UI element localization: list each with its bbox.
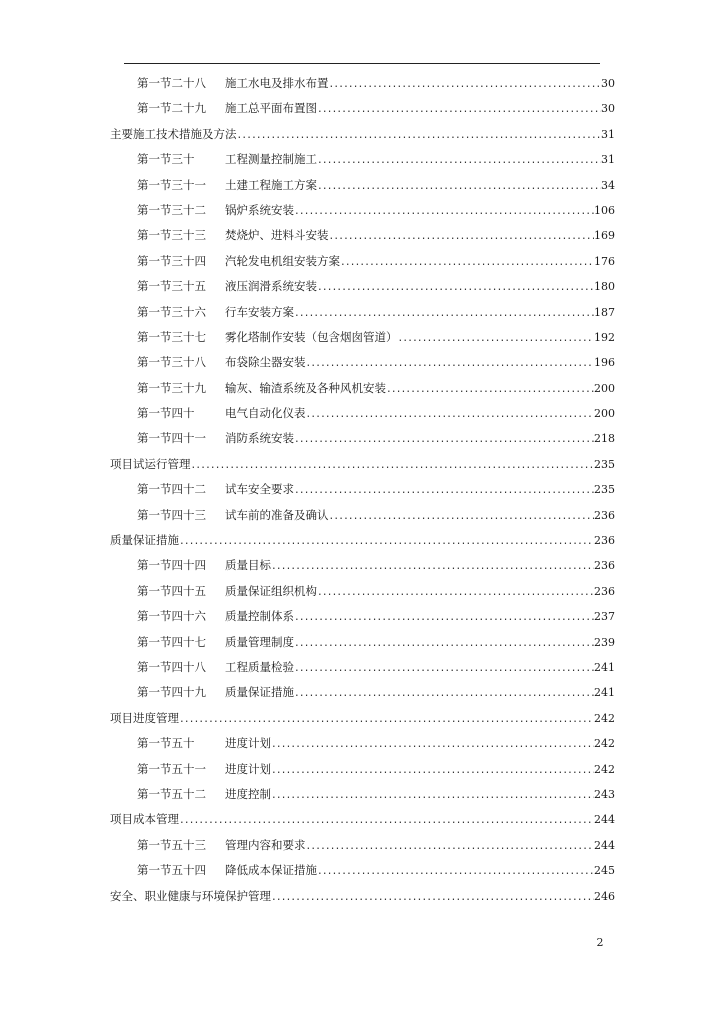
dot-leader [271, 553, 594, 578]
toc-section-entry[interactable] [110, 426, 615, 451]
toc-section-entry[interactable] [110, 96, 615, 121]
toc-section-number: 第一节二十九 [137, 101, 206, 116]
dot-leader [294, 630, 594, 655]
toc-entry-title: 项目进度管理 [110, 710, 179, 725]
toc-chapter-entry[interactable] [110, 706, 615, 731]
toc-page-number: 242 [594, 711, 615, 725]
toc-entry-title: 液压润滑系统安装 [225, 279, 317, 294]
toc-page-number: 30 [601, 77, 615, 90]
toc-page-number: 180 [594, 280, 615, 294]
toc-entry-title: 质量保证组织机构 [225, 583, 317, 598]
dot-leader [294, 426, 594, 451]
toc-entry-title: 施工水电及排水布置 [225, 76, 329, 90]
toc-entry-title: 质量目标 [225, 558, 271, 573]
toc-entry-title: 电气自动化仪表 [225, 406, 306, 421]
toc-page-number: 200 [594, 381, 615, 395]
toc-section-number: 第一节五十二 [137, 786, 206, 801]
dot-leader [294, 198, 594, 223]
toc-page-number: 169 [594, 229, 615, 243]
toc-section-number: 第一节四十二 [137, 482, 206, 497]
toc-section-number: 第一节五十一 [137, 761, 206, 776]
dot-leader [306, 833, 595, 858]
toc-section-entry[interactable] [110, 477, 615, 502]
dot-leader [179, 706, 594, 731]
toc-entry-title: 土建工程施工方案 [225, 177, 317, 192]
toc-page-number: 241 [594, 686, 615, 700]
toc-entry-title: 行车安装方案 [225, 304, 294, 319]
page-number: 2 [596, 936, 604, 949]
toc-entry-title: 试车前的准备及确认 [225, 507, 329, 522]
dot-leader [317, 858, 594, 883]
dot-leader [294, 477, 594, 502]
toc-entry-title: 消防系统安装 [225, 431, 294, 446]
dot-leader [271, 757, 594, 782]
toc-chapter-entry[interactable] [110, 122, 615, 147]
toc-section-number: 第一节五十 [137, 736, 195, 751]
toc-section-entry[interactable] [110, 350, 615, 375]
toc-section-entry[interactable] [110, 173, 615, 198]
toc-page-number: 196 [594, 356, 615, 370]
table-of-contents [110, 71, 615, 909]
toc-page-number: 246 [594, 889, 615, 903]
toc-page-number: 200 [594, 407, 615, 421]
toc-section-number: 第一节四十三 [137, 507, 206, 522]
dot-leader [179, 807, 594, 832]
dot-leader [329, 71, 602, 96]
toc-section-entry[interactable] [110, 604, 615, 629]
toc-entry-title: 布袋除尘器安装 [225, 355, 306, 370]
toc-page-number: 218 [594, 432, 615, 446]
dot-leader [294, 300, 594, 325]
toc-page-number: 31 [601, 127, 615, 141]
toc-section-entry[interactable] [110, 249, 615, 274]
toc-entry-title: 工程测量控制施工 [225, 152, 317, 167]
dot-leader [179, 528, 594, 553]
toc-chapter-entry[interactable] [110, 807, 615, 832]
toc-section-number: 第一节三十四 [137, 253, 206, 268]
toc-page-number: 241 [594, 660, 615, 674]
toc-page-number: 34 [601, 178, 615, 192]
toc-section-entry[interactable] [110, 757, 615, 782]
toc-entry-title: 项目成本管理 [110, 812, 179, 827]
toc-entry-title: 输灰、输渣系统及各种风机安装 [225, 380, 386, 395]
dot-leader [398, 325, 595, 350]
header-rule [124, 63, 600, 64]
toc-section-number: 第一节四十六 [137, 609, 206, 624]
toc-entry-title: 管理内容和要求 [225, 837, 306, 852]
toc-section-number: 第一节三十八 [137, 355, 206, 370]
toc-section-number: 第一节二十八 [137, 76, 206, 90]
dot-leader [317, 173, 601, 198]
toc-section-number: 第一节三十九 [137, 380, 206, 395]
toc-section-entry[interactable] [110, 858, 615, 883]
toc-page-number: 187 [594, 305, 615, 319]
dot-leader [340, 249, 594, 274]
toc-entry-title: 质量保证措施 [110, 533, 179, 548]
toc-section-entry[interactable] [110, 731, 615, 756]
toc-section-entry[interactable] [110, 71, 615, 96]
toc-section-entry[interactable] [110, 579, 615, 604]
toc-section-number: 第一节四十四 [137, 558, 206, 573]
toc-section-number: 第一节五十三 [137, 837, 206, 852]
toc-page-number: 239 [594, 635, 615, 649]
toc-section-entry[interactable] [110, 223, 615, 248]
toc-entry-title: 安全、职业健康与环境保护管理 [110, 888, 271, 903]
dot-leader [317, 274, 594, 299]
toc-entry-title: 质量保证措施 [225, 685, 294, 700]
toc-section-entry[interactable] [110, 553, 615, 578]
dot-leader [306, 401, 595, 426]
toc-section-number: 第一节四十七 [137, 634, 206, 649]
toc-page-number: 245 [594, 864, 615, 878]
toc-entry-title: 项目试运行管理 [110, 456, 191, 471]
toc-entry-title: 进度计划 [225, 761, 271, 776]
toc-section-entry[interactable] [110, 630, 615, 655]
toc-section-number: 第一节三十五 [137, 279, 206, 294]
toc-section-number: 第一节四十八 [137, 659, 206, 674]
toc-page-number: 242 [594, 737, 615, 751]
toc-entry-title: 工程质量检验 [225, 659, 294, 674]
toc-section-number: 第一节三十三 [137, 228, 206, 243]
toc-page-number: 243 [594, 787, 615, 801]
toc-section-number: 第一节三十六 [137, 304, 206, 319]
toc-entry-title: 质量控制体系 [225, 609, 294, 624]
dot-leader [317, 96, 601, 121]
toc-page-number: 176 [594, 254, 615, 268]
toc-entry-title: 质量管理制度 [225, 634, 294, 649]
toc-section-entry[interactable] [110, 782, 615, 807]
toc-page-number: 244 [594, 838, 615, 852]
toc-section-entry[interactable] [110, 833, 615, 858]
toc-section-entry[interactable] [110, 401, 615, 426]
toc-page-number: 106 [594, 203, 615, 217]
toc-section-entry[interactable] [110, 655, 615, 680]
toc-entry-title: 进度控制 [225, 786, 271, 801]
toc-page-number: 192 [594, 330, 615, 344]
toc-section-number: 第一节三十 [137, 152, 195, 167]
toc-section-entry[interactable] [110, 300, 615, 325]
toc-chapter-entry[interactable] [110, 884, 615, 909]
toc-section-entry[interactable] [110, 274, 615, 299]
toc-entry-title: 施工总平面布置图 [225, 101, 317, 116]
dot-leader [329, 223, 595, 248]
toc-page-number: 237 [594, 610, 615, 624]
toc-page-number: 236 [594, 508, 615, 522]
dot-leader [317, 147, 601, 172]
toc-page-number: 236 [594, 584, 615, 598]
toc-section-number: 第一节四十 [137, 406, 195, 421]
toc-entry-title: 焚烧炉、进料斗安装 [225, 228, 329, 243]
toc-section-entry[interactable] [110, 680, 615, 705]
toc-entry-title: 汽轮发电机组安装方案 [225, 253, 340, 268]
dot-leader [329, 503, 595, 528]
toc-chapter-entry[interactable] [110, 528, 615, 553]
dot-leader [271, 884, 594, 909]
toc-section-number: 第一节三十二 [137, 202, 206, 217]
toc-section-entry[interactable] [110, 198, 615, 223]
dot-leader [294, 604, 594, 629]
toc-section-entry[interactable] [110, 147, 615, 172]
toc-section-number: 第一节三十七 [137, 329, 206, 344]
toc-page-number: 236 [594, 534, 615, 548]
dot-leader [237, 122, 602, 147]
toc-section-entry[interactable] [110, 503, 615, 528]
dot-leader [386, 376, 594, 401]
toc-section-number: 第一节四十九 [137, 685, 206, 700]
toc-page-number: 244 [594, 813, 615, 827]
toc-page-number: 235 [594, 457, 615, 471]
toc-entry-title: 进度计划 [225, 736, 271, 751]
toc-page-number: 242 [594, 762, 615, 776]
dot-leader [191, 452, 595, 477]
dot-leader [306, 350, 595, 375]
toc-section-number: 第一节三十一 [137, 177, 206, 192]
toc-entry-title: 试车安全要求 [225, 482, 294, 497]
toc-chapter-entry[interactable] [110, 452, 615, 477]
toc-page-number: 235 [594, 483, 615, 497]
toc-section-number: 第一节四十五 [137, 583, 206, 598]
toc-entry-title: 雾化塔制作安装（包含烟囱管道） [225, 329, 398, 344]
dot-leader [317, 579, 594, 604]
dot-leader [271, 731, 594, 756]
toc-entry-title: 主要施工技术措施及方法 [110, 126, 237, 141]
dot-leader [271, 782, 594, 807]
toc-page-number: 31 [601, 153, 615, 167]
toc-section-entry[interactable] [110, 325, 615, 350]
dot-leader [294, 655, 594, 680]
toc-entry-title: 锅炉系统安装 [225, 202, 294, 217]
dot-leader [294, 680, 594, 705]
toc-entry-title: 降低成本保证措施 [225, 863, 317, 878]
toc-section-entry[interactable] [110, 376, 615, 401]
toc-page-number: 30 [601, 102, 615, 116]
toc-page-number: 236 [594, 559, 615, 573]
toc-section-number: 第一节四十一 [137, 431, 206, 446]
toc-section-number: 第一节五十四 [137, 863, 206, 878]
